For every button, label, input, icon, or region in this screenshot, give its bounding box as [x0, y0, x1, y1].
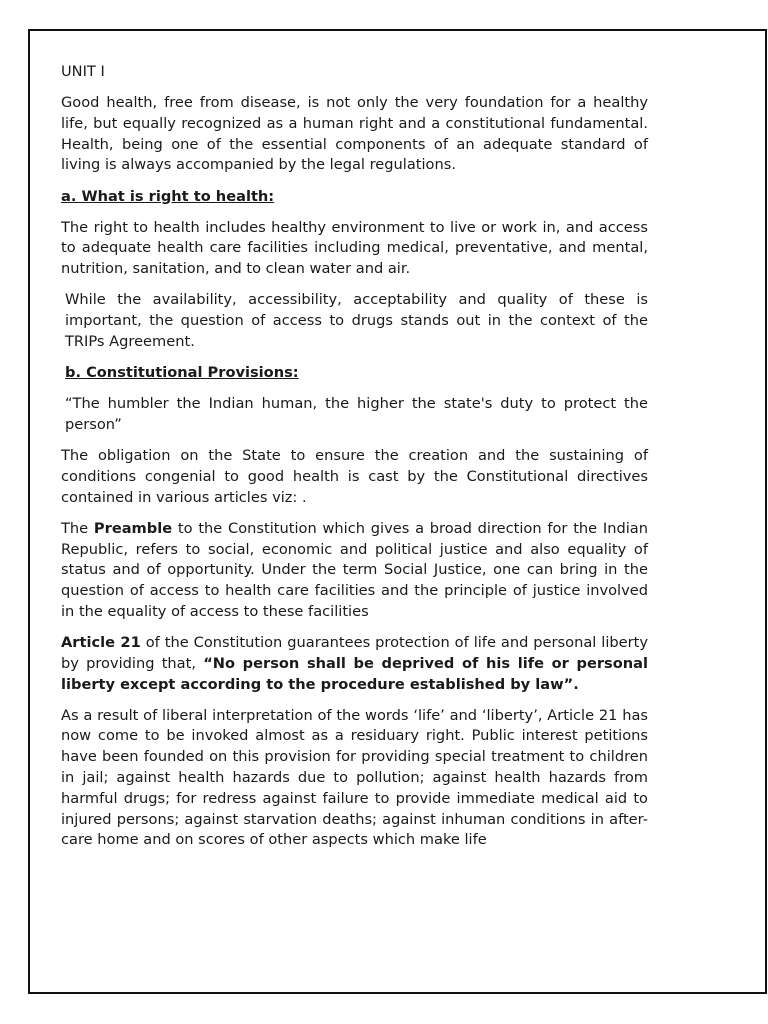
preamble-lead: The [61, 519, 94, 537]
right-to-health-paragraph-1: The right to health includes healthy environment to live or work in, and access to adequate health care facilities including medical, preventative, and mental, nutrition, sanitation, and to clean water and air. [61, 218, 648, 278]
preamble-rest: to the Constitution which gives a broad direction for the Indian Republic, refers to social, economic and political justice and also equality of status and of opportunity. Under the term Social Justice, one can bring in the question of access to health care facilities and the principle of justice involved in the equality of access to these facilities [61, 519, 648, 620]
preamble-paragraph [61, 519, 648, 623]
liberal-interpretation-paragraph: As a result of liberal interpretation of the words ‘life’ and ‘liberty’, Article 21 has now come to be invoked almost as a residuary right. Public interest petitions have been founded on this provision for providing special treatment to children in jail; against health hazards due to pollution; against health hazards from harmful drugs; for redress against failure to provide immediate medical aid to injured persons; against starvation deaths; against inhuman conditions in after-care home and on scores of other aspects which make life [61, 706, 648, 849]
quote-paragraph: “The humbler the Indian human, the higher the state's duty to protect the person” [65, 395, 648, 433]
article21-middle: of the Constitution guarantees protection of life and personal liberty by providing that, [61, 634, 648, 672]
heading-constitutional-provisions: b. Constitutional Provisions: [65, 364, 299, 382]
obligation-paragraph: The obligation on the State to ensure the creation and the sustaining of conditions congenial to good health is cast by the Constitutional directives contained in various articles viz: . [61, 447, 648, 506]
article21-quote: “No person shall be deprived of his life or personal liberty except according to the procedure established by law”. [61, 654, 648, 693]
unit-label: UNIT I [61, 63, 105, 80]
preamble-term: Preamble [93, 519, 173, 537]
document-body [61, 62, 648, 862]
heading-right-to-health: a. What is right to health: [61, 187, 275, 205]
article21-term: Article 21 [61, 634, 141, 651]
right-to-health-paragraph-2: While the availability, accessibility, acceptability and quality of these is important, the question of access to drugs stands out in the context of the TRIPs Agreement. [65, 291, 648, 350]
article21-paragraph [61, 633, 648, 695]
intro-paragraph: Good health, free from disease, is not only the very foundation for a healthy life, but equally recognized as a human right and a constitutional fundamental. Health, being one of the essential components of an adequate standard of living is always accompanied by the legal regulations. [61, 94, 648, 174]
